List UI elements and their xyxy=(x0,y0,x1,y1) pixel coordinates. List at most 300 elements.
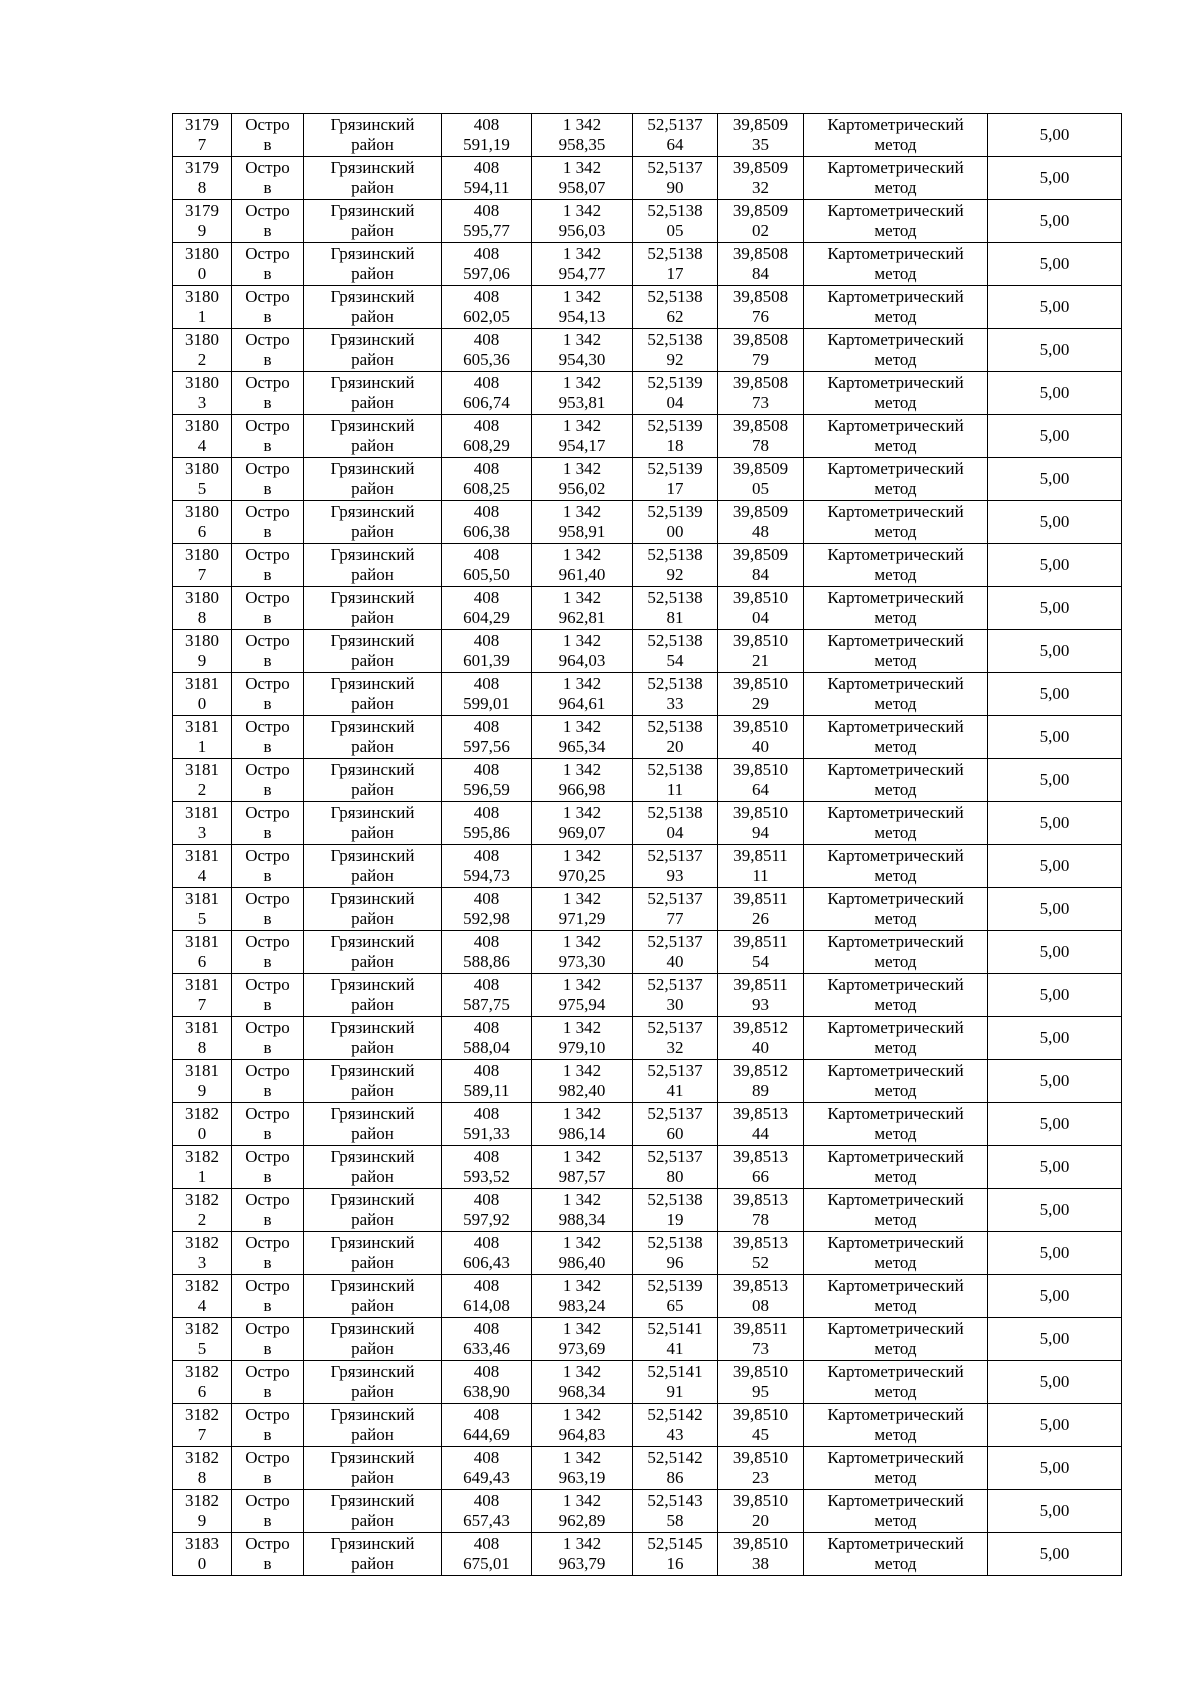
accuracy-cell: 5,00 xyxy=(988,1017,1122,1060)
latitude-cell-line-2: 77 xyxy=(666,909,684,928)
longitude-cell xyxy=(718,1447,804,1490)
longitude-cell-line-1: 39,8508 xyxy=(732,373,789,392)
longitude-cell-line-1: 39,8513 xyxy=(732,1190,789,1209)
latitude-cell xyxy=(633,1490,718,1533)
longitude-cell-line-1: 39,8508 xyxy=(732,244,789,263)
district-cell-line-1: Грязинский xyxy=(330,1405,415,1424)
object-type-cell-line-1: Остро xyxy=(245,932,290,951)
x-coordinate-cell-line-1: 408 xyxy=(473,287,500,306)
method-cell-line-2: метод xyxy=(874,737,917,756)
longitude-cell-line-1: 39,8510 xyxy=(732,717,789,736)
point-number-cell-line-2: 0 xyxy=(197,264,207,283)
y-coordinate-cell-line-1: 1 342 xyxy=(562,932,602,951)
longitude-cell xyxy=(718,1146,804,1189)
method-cell-line-2: метод xyxy=(874,1554,917,1573)
point-number-cell-line-2: 4 xyxy=(197,866,207,885)
latitude-cell-line-1: 52,5139 xyxy=(647,416,703,435)
x-coordinate-cell-line-2: 602,05 xyxy=(463,307,510,326)
y-coordinate-cell xyxy=(532,630,633,673)
longitude-cell-line-1: 39,8510 xyxy=(732,1362,789,1381)
latitude-cell xyxy=(633,587,718,630)
latitude-cell-line-2: 19 xyxy=(666,1210,684,1229)
x-coordinate-cell-line-1: 408 xyxy=(473,1061,500,1080)
point-number-cell xyxy=(173,1189,232,1232)
point-number-cell xyxy=(173,544,232,587)
method-cell xyxy=(804,1103,988,1146)
point-number-cell-line-2: 7 xyxy=(197,995,207,1014)
point-number-cell xyxy=(173,286,232,329)
point-number-cell-line-2: 8 xyxy=(197,1038,207,1057)
object-type-cell-line-1: Остро xyxy=(245,201,290,220)
method-cell-line-1: Картометрический xyxy=(827,1276,964,1295)
method-cell-line-2: метод xyxy=(874,436,917,455)
latitude-cell-line-1: 52,5145 xyxy=(647,1534,703,1553)
table-row xyxy=(173,716,1122,759)
object-type-cell-line-1: Остро xyxy=(245,1276,290,1295)
point-number-cell-line-2: 3 xyxy=(197,823,207,842)
method-cell-line-2: метод xyxy=(874,221,917,240)
method-cell-line-1: Картометрический xyxy=(827,1491,964,1510)
x-coordinate-cell xyxy=(442,802,532,845)
x-coordinate-cell-line-2: 605,36 xyxy=(463,350,510,369)
point-number-cell-line-1: 3182 xyxy=(185,1362,219,1381)
object-type-cell xyxy=(232,157,304,200)
longitude-cell xyxy=(718,673,804,716)
point-number-cell-line-1: 3181 xyxy=(185,846,219,865)
x-coordinate-cell xyxy=(442,458,532,501)
y-coordinate-cell-line-1: 1 342 xyxy=(562,1534,602,1553)
longitude-cell-line-2: 40 xyxy=(752,737,769,756)
point-number-cell xyxy=(173,888,232,931)
latitude-cell-line-2: 93 xyxy=(666,866,684,885)
y-coordinate-cell-line-1: 1 342 xyxy=(562,244,602,263)
method-cell-line-1: Картометрический xyxy=(827,1448,964,1467)
point-number-cell xyxy=(173,243,232,286)
point-number-cell-line-2: 8 xyxy=(197,1468,207,1487)
district-cell-line-2: район xyxy=(351,436,394,455)
latitude-cell-line-1: 52,5138 xyxy=(647,631,703,650)
method-cell-line-2: метод xyxy=(874,565,917,584)
object-type-cell-line-2: в xyxy=(263,1124,272,1143)
y-coordinate-cell-line-2: 954,77 xyxy=(558,264,606,283)
longitude-cell xyxy=(718,759,804,802)
latitude-cell-line-1: 52,5143 xyxy=(647,1491,703,1510)
district-cell-line-2: район xyxy=(351,694,394,713)
object-type-cell xyxy=(232,974,304,1017)
latitude-cell-line-2: 54 xyxy=(666,651,684,670)
longitude-cell-line-2: 35 xyxy=(752,135,769,154)
table-row xyxy=(173,802,1122,845)
point-number-cell-line-1: 3180 xyxy=(185,502,219,521)
longitude-cell-line-2: 79 xyxy=(752,350,769,369)
district-cell-line-2: район xyxy=(351,1124,394,1143)
longitude-cell-line-2: 73 xyxy=(752,393,769,412)
object-type-cell-line-1: Остро xyxy=(245,803,290,822)
district-cell xyxy=(304,1060,442,1103)
x-coordinate-cell-line-2: 597,56 xyxy=(463,737,510,756)
y-coordinate-cell xyxy=(532,243,633,286)
method-cell-line-2: метод xyxy=(874,909,917,928)
method-cell-line-2: метод xyxy=(874,780,917,799)
method-cell-line-2: метод xyxy=(874,1511,917,1530)
x-coordinate-cell xyxy=(442,1232,532,1275)
latitude-cell-line-2: 92 xyxy=(666,565,684,584)
latitude-cell xyxy=(633,1361,718,1404)
district-cell-line-1: Грязинский xyxy=(330,416,415,435)
latitude-cell-line-2: 86 xyxy=(666,1468,684,1487)
x-coordinate-cell-line-2: 601,39 xyxy=(463,651,510,670)
x-coordinate-cell-line-1: 408 xyxy=(473,201,500,220)
x-coordinate-cell-line-1: 408 xyxy=(473,459,500,478)
y-coordinate-cell xyxy=(532,587,633,630)
district-cell xyxy=(304,587,442,630)
object-type-cell-line-1: Остро xyxy=(245,373,290,392)
longitude-cell-line-1: 39,8511 xyxy=(733,889,788,908)
method-cell-line-2: метод xyxy=(874,135,917,154)
district-cell xyxy=(304,501,442,544)
point-number-cell xyxy=(173,200,232,243)
longitude-cell-line-2: 64 xyxy=(752,780,769,799)
object-type-cell xyxy=(232,802,304,845)
y-coordinate-cell-line-1: 1 342 xyxy=(562,330,602,349)
longitude-cell-line-1: 39,8509 xyxy=(732,459,789,478)
x-coordinate-cell-line-1: 408 xyxy=(473,975,500,994)
method-cell xyxy=(804,587,988,630)
latitude-cell-line-1: 52,5137 xyxy=(647,115,703,134)
object-type-cell-line-2: в xyxy=(263,522,272,541)
district-cell xyxy=(304,415,442,458)
longitude-cell xyxy=(718,1533,804,1576)
x-coordinate-cell-line-1: 408 xyxy=(473,1405,500,1424)
x-coordinate-cell xyxy=(442,544,532,587)
point-number-cell-line-1: 3180 xyxy=(185,373,219,392)
latitude-cell-line-2: 80 xyxy=(666,1167,684,1186)
x-coordinate-cell-line-2: 591,19 xyxy=(463,135,510,154)
table-row xyxy=(173,1490,1122,1533)
point-number-cell xyxy=(173,974,232,1017)
accuracy-cell: 5,00 xyxy=(988,157,1122,200)
longitude-cell-line-2: 21 xyxy=(752,651,769,670)
latitude-cell-line-2: 04 xyxy=(666,823,684,842)
y-coordinate-cell-line-1: 1 342 xyxy=(562,889,602,908)
longitude-cell-line-2: 11 xyxy=(752,866,769,885)
longitude-cell-line-1: 39,8512 xyxy=(732,1061,789,1080)
longitude-cell xyxy=(718,243,804,286)
district-cell xyxy=(304,845,442,888)
x-coordinate-cell-line-2: 588,86 xyxy=(463,952,510,971)
object-type-cell-line-2: в xyxy=(263,1382,272,1401)
point-number-cell xyxy=(173,1017,232,1060)
y-coordinate-cell-line-1: 1 342 xyxy=(562,717,602,736)
point-number-cell-line-1: 3181 xyxy=(185,1061,219,1080)
x-coordinate-cell xyxy=(442,1361,532,1404)
point-number-cell xyxy=(173,931,232,974)
district-cell-line-1: Грязинский xyxy=(330,330,415,349)
x-coordinate-cell-line-1: 408 xyxy=(473,1018,500,1037)
latitude-cell-line-1: 52,5139 xyxy=(647,373,703,392)
y-coordinate-cell-line-2: 986,40 xyxy=(558,1253,606,1272)
district-cell xyxy=(304,1361,442,1404)
point-number-cell-line-1: 3182 xyxy=(185,1276,219,1295)
object-type-cell xyxy=(232,1017,304,1060)
district-cell xyxy=(304,114,442,157)
point-number-cell-line-1: 3181 xyxy=(185,717,219,736)
object-type-cell-line-2: в xyxy=(263,1511,272,1530)
x-coordinate-cell xyxy=(442,1447,532,1490)
latitude-cell xyxy=(633,1232,718,1275)
district-cell-line-1: Грязинский xyxy=(330,1362,415,1381)
method-cell-line-2: метод xyxy=(874,1210,917,1229)
district-cell-line-1: Грязинский xyxy=(330,1233,415,1252)
method-cell xyxy=(804,931,988,974)
object-type-cell xyxy=(232,458,304,501)
method-cell-line-1: Картометрический xyxy=(827,717,964,736)
x-coordinate-cell-line-2: 675,01 xyxy=(463,1554,510,1573)
method-cell-line-1: Картометрический xyxy=(827,1018,964,1037)
y-coordinate-cell xyxy=(532,1232,633,1275)
method-cell xyxy=(804,716,988,759)
latitude-cell-line-1: 52,5137 xyxy=(647,1104,703,1123)
y-coordinate-cell xyxy=(532,1103,633,1146)
object-type-cell xyxy=(232,845,304,888)
point-number-cell-line-1: 3179 xyxy=(185,158,219,177)
latitude-cell xyxy=(633,286,718,329)
longitude-cell-line-1: 39,8508 xyxy=(732,287,789,306)
longitude-cell xyxy=(718,845,804,888)
longitude-cell xyxy=(718,1490,804,1533)
point-number-cell-line-1: 3180 xyxy=(185,631,219,650)
point-number-cell xyxy=(173,458,232,501)
latitude-cell-line-2: 96 xyxy=(666,1253,684,1272)
method-cell xyxy=(804,114,988,157)
latitude-cell-line-2: 04 xyxy=(666,393,684,412)
district-cell-line-2: район xyxy=(351,909,394,928)
y-coordinate-cell xyxy=(532,544,633,587)
object-type-cell xyxy=(232,630,304,673)
latitude-cell-line-1: 52,5138 xyxy=(647,760,703,779)
x-coordinate-cell-line-1: 408 xyxy=(473,1491,500,1510)
y-coordinate-cell-line-2: 963,79 xyxy=(558,1554,606,1573)
table-row xyxy=(173,1447,1122,1490)
method-cell-line-1: Картометрический xyxy=(827,1104,964,1123)
x-coordinate-cell-line-1: 408 xyxy=(473,932,500,951)
object-type-cell-line-1: Остро xyxy=(245,846,290,865)
longitude-cell xyxy=(718,372,804,415)
longitude-cell xyxy=(718,931,804,974)
x-coordinate-cell xyxy=(442,1189,532,1232)
point-number-cell-line-2: 1 xyxy=(197,1167,207,1186)
accuracy-cell: 5,00 xyxy=(988,1060,1122,1103)
x-coordinate-cell xyxy=(442,716,532,759)
object-type-cell xyxy=(232,243,304,286)
district-cell xyxy=(304,1490,442,1533)
y-coordinate-cell xyxy=(532,1275,633,1318)
point-number-cell xyxy=(173,802,232,845)
point-number-cell xyxy=(173,1146,232,1189)
accuracy-cell: 5,00 xyxy=(988,1275,1122,1318)
longitude-cell xyxy=(718,458,804,501)
longitude-cell xyxy=(718,1404,804,1447)
point-number-cell xyxy=(173,1275,232,1318)
point-number-cell-line-2: 7 xyxy=(197,565,207,584)
x-coordinate-cell-line-1: 408 xyxy=(473,674,500,693)
point-number-cell-line-2: 0 xyxy=(197,694,207,713)
y-coordinate-cell-line-1: 1 342 xyxy=(562,1405,602,1424)
district-cell-line-1: Грязинский xyxy=(330,760,415,779)
y-coordinate-cell xyxy=(532,329,633,372)
x-coordinate-cell xyxy=(442,630,532,673)
district-cell-line-2: район xyxy=(351,1081,394,1100)
latitude-cell xyxy=(633,1275,718,1318)
method-cell xyxy=(804,845,988,888)
y-coordinate-cell xyxy=(532,1490,633,1533)
longitude-cell-line-1: 39,8510 xyxy=(732,1491,789,1510)
object-type-cell-line-1: Остро xyxy=(245,459,290,478)
district-cell-line-2: район xyxy=(351,1210,394,1229)
district-cell xyxy=(304,243,442,286)
latitude-cell xyxy=(633,157,718,200)
point-number-cell-line-2: 8 xyxy=(197,608,207,627)
method-cell-line-1: Картометрический xyxy=(827,416,964,435)
accuracy-cell: 5,00 xyxy=(988,1447,1122,1490)
table-row xyxy=(173,931,1122,974)
district-cell xyxy=(304,1404,442,1447)
district-cell-line-2: район xyxy=(351,1554,394,1573)
method-cell xyxy=(804,286,988,329)
accuracy-cell: 5,00 xyxy=(988,716,1122,759)
y-coordinate-cell-line-2: 962,89 xyxy=(558,1511,606,1530)
latitude-cell-line-1: 52,5138 xyxy=(647,287,703,306)
method-cell xyxy=(804,1361,988,1404)
accuracy-cell: 5,00 xyxy=(988,458,1122,501)
method-cell xyxy=(804,1404,988,1447)
x-coordinate-cell-line-2: 594,11 xyxy=(463,178,510,197)
object-type-cell xyxy=(232,1490,304,1533)
x-coordinate-cell-line-1: 408 xyxy=(473,631,500,650)
latitude-cell xyxy=(633,1447,718,1490)
x-coordinate-cell-line-1: 408 xyxy=(473,1448,500,1467)
point-number-cell-line-2: 6 xyxy=(197,952,207,971)
method-cell-line-1: Картометрический xyxy=(827,545,964,564)
district-cell-line-1: Грязинский xyxy=(330,846,415,865)
object-type-cell xyxy=(232,1404,304,1447)
accuracy-cell: 5,00 xyxy=(988,845,1122,888)
method-cell xyxy=(804,1275,988,1318)
object-type-cell-line-2: в xyxy=(263,995,272,1014)
district-cell-line-2: район xyxy=(351,264,394,283)
object-type-cell-line-1: Остро xyxy=(245,1491,290,1510)
latitude-cell xyxy=(633,802,718,845)
point-number-cell-line-1: 3181 xyxy=(185,932,219,951)
accuracy-cell: 5,00 xyxy=(988,1189,1122,1232)
longitude-cell-line-2: 95 xyxy=(752,1382,769,1401)
table-row xyxy=(173,1318,1122,1361)
y-coordinate-cell-line-1: 1 342 xyxy=(562,1276,602,1295)
point-number-cell-line-1: 3181 xyxy=(185,889,219,908)
longitude-cell-line-2: 23 xyxy=(752,1468,769,1487)
x-coordinate-cell-line-2: 644,69 xyxy=(463,1425,510,1444)
table-body xyxy=(173,114,1122,1576)
coordinates-table xyxy=(172,113,1122,1576)
point-number-cell-line-2: 3 xyxy=(197,393,207,412)
object-type-cell-line-2: в xyxy=(263,221,272,240)
district-cell-line-1: Грязинский xyxy=(330,889,415,908)
table-row xyxy=(173,845,1122,888)
latitude-cell-line-2: 30 xyxy=(666,995,684,1014)
table-row xyxy=(173,888,1122,931)
point-number-cell-line-2: 0 xyxy=(197,1554,207,1573)
object-type-cell-line-2: в xyxy=(263,909,272,928)
x-coordinate-cell xyxy=(442,286,532,329)
x-coordinate-cell xyxy=(442,329,532,372)
method-cell-line-1: Картометрический xyxy=(827,1190,964,1209)
object-type-cell-line-1: Остро xyxy=(245,115,290,134)
district-cell-line-2: район xyxy=(351,1296,394,1315)
object-type-cell-line-2: в xyxy=(263,264,272,283)
longitude-cell-line-1: 39,8509 xyxy=(732,502,789,521)
accuracy-cell: 5,00 xyxy=(988,1490,1122,1533)
latitude-cell xyxy=(633,673,718,716)
accuracy-cell: 5,00 xyxy=(988,200,1122,243)
latitude-cell-line-1: 52,5142 xyxy=(647,1448,703,1467)
point-number-cell-line-1: 3182 xyxy=(185,1405,219,1424)
y-coordinate-cell xyxy=(532,1060,633,1103)
district-cell-line-1: Грязинский xyxy=(330,502,415,521)
longitude-cell-line-1: 39,8511 xyxy=(733,975,788,994)
object-type-cell-line-2: в xyxy=(263,1339,272,1358)
longitude-cell xyxy=(718,1361,804,1404)
y-coordinate-cell-line-2: 973,30 xyxy=(558,952,606,971)
method-cell-line-1: Картометрический xyxy=(827,846,964,865)
x-coordinate-cell-line-1: 408 xyxy=(473,1147,500,1166)
y-coordinate-cell-line-1: 1 342 xyxy=(562,975,602,994)
point-number-cell-line-2: 6 xyxy=(197,522,207,541)
method-cell-line-1: Картометрический xyxy=(827,1061,964,1080)
y-coordinate-cell-line-2: 987,57 xyxy=(558,1167,606,1186)
x-coordinate-cell-line-2: 588,04 xyxy=(463,1038,510,1057)
latitude-cell xyxy=(633,243,718,286)
longitude-cell-line-1: 39,8508 xyxy=(732,416,789,435)
method-cell xyxy=(804,1060,988,1103)
table-row xyxy=(173,1404,1122,1447)
method-cell xyxy=(804,1146,988,1189)
method-cell xyxy=(804,673,988,716)
latitude-cell xyxy=(633,1146,718,1189)
latitude-cell-line-2: 62 xyxy=(666,307,684,326)
object-type-cell-line-2: в xyxy=(263,780,272,799)
point-number-cell xyxy=(173,1361,232,1404)
object-type-cell xyxy=(232,372,304,415)
point-number-cell-line-1: 3180 xyxy=(185,588,219,607)
longitude-cell-line-2: 05 xyxy=(752,479,769,498)
object-type-cell-line-1: Остро xyxy=(245,158,290,177)
district-cell-line-1: Грязинский xyxy=(330,1319,415,1338)
object-type-cell-line-2: в xyxy=(263,479,272,498)
latitude-cell xyxy=(633,974,718,1017)
object-type-cell-line-1: Остро xyxy=(245,889,290,908)
x-coordinate-cell-line-2: 606,43 xyxy=(463,1253,510,1272)
y-coordinate-cell-line-2: 958,07 xyxy=(558,178,606,197)
point-number-cell-line-1: 3182 xyxy=(185,1491,219,1510)
y-coordinate-cell xyxy=(532,1404,633,1447)
y-coordinate-cell xyxy=(532,1017,633,1060)
object-type-cell-line-1: Остро xyxy=(245,717,290,736)
object-type-cell xyxy=(232,501,304,544)
y-coordinate-cell-line-2: 979,10 xyxy=(558,1038,606,1057)
accuracy-cell: 5,00 xyxy=(988,1318,1122,1361)
longitude-cell-line-1: 39,8512 xyxy=(732,1018,789,1037)
district-cell-line-2: район xyxy=(351,479,394,498)
